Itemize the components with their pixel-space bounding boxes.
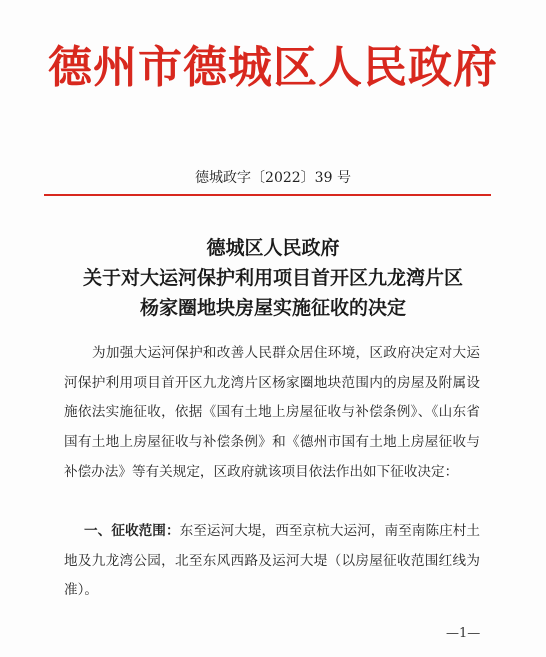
section-text-scope: 东至运河大堤，西至京杭大运河，南至南陈庄村土地及九龙湾公园，北至东风西路及运河大堤（以房屋征收范围红线为准）。: [64, 523, 481, 599]
body-paragraph-1: 为加强大运河保护和改善人民群众居住环境，区政府决定对大运河保护利用项目首开区九龙湾片区杨家圈地块范围内的房屋及附属设施依法实施征收，依据《国有土地上房屋征收与补偿条例》、《山东省国有土地上房屋征收与补偿条例》和《德州市国有土地上房屋征收与补偿办法》等有关规定，区政府就该项目依法作出如下征收决定：: [64, 345, 480, 480]
section-label-scope: 一、征收范围：: [84, 523, 180, 539]
page-number: —1—: [446, 626, 481, 641]
document-title-line-1: 德城区人民政府: [206, 237, 340, 259]
document-number: 德城政字〔2022〕39 号: [195, 170, 351, 186]
red-divider-line: [44, 194, 491, 196]
document-title-line-3: 杨家圈地块房屋实施征收的决定: [139, 297, 406, 319]
masthead-title: 德州市德城区人民政府: [48, 42, 498, 93]
document-title-line-2: 关于对大运河保护利用项目首开区九龙湾片区: [82, 267, 463, 289]
body-paragraph-2: [64, 517, 480, 606]
